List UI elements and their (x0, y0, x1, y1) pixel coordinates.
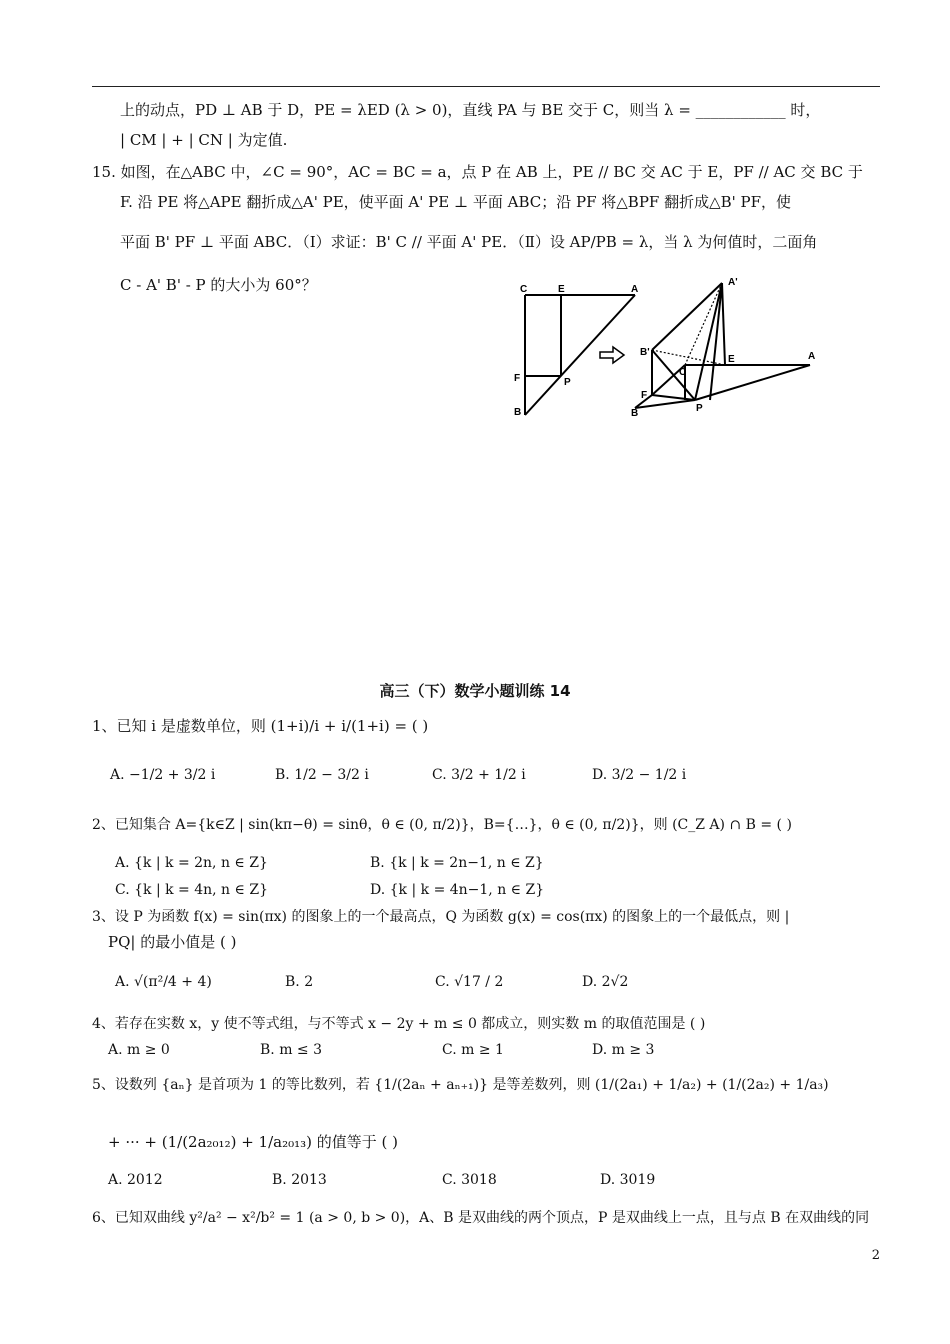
q4-option-c: C. m ≥ 1 (442, 1042, 504, 1058)
label-p-left: P (564, 377, 571, 388)
q5-option-d: D. 3019 (600, 1172, 656, 1188)
label-a-left: A (631, 284, 639, 295)
q3-option-a: A. √(π²/4 + 4) (115, 974, 212, 990)
folding-figure (500, 275, 830, 425)
section-title: 高三（下）数学小题训练 14 (379, 682, 571, 700)
label-f-right: F (641, 390, 648, 401)
problem-15-line-1: 15. 如图，在△ABC 中，∠C = 90°，AC = BC = a，点 P 在 AB 上，PE // BC 交 AC 于 E，PF // AC 交 BC 于 (92, 163, 863, 181)
label-b-prime: B' (640, 347, 650, 358)
q3-option-c: C. √17 / 2 (435, 974, 504, 990)
label-c-right: C (679, 367, 687, 378)
q4-stem: 4、若存在实数 x，y 使不等式组，与不等式 x − 2y + m ≤ 0 都成立，则实数 m 的取值范围是 ( ) (92, 1016, 706, 1032)
q3-stem: 3、设 P 为函数 f(x) = sin(πx) 的图象上的一个最高点，Q 为函数 g(x) = cos(πx) 的图象上的一个最低点，则 | (92, 909, 790, 925)
label-b-left: B (514, 407, 522, 418)
q6-stem: 6、已知双曲线 y²/a² − x²/b² = 1 (a > 0, b > 0)，A、B 是双曲线的两个顶点，P 是双曲线上一点，且与点 B 在双曲线的同 (92, 1210, 870, 1226)
header-rule (92, 86, 880, 87)
label-a-prime: A' (728, 277, 738, 288)
label-a-right: A (808, 351, 816, 362)
q1-option-d: D. 3/2 − 1/2 i (592, 767, 687, 783)
problem-15-line-2: F. 沿 PE 将△APE 翻折成△A' PE，使平面 A' PE ⊥ 平面 ABC；沿 PF 将△BPF 翻折成△B' PF，使 (120, 193, 792, 211)
q1-stem: 1、已知 i 是虚数单位，则 (1+i)/i + i/(1+i) = ( ) (92, 717, 429, 735)
q1-option-a: A. −1/2 + 3/2 i (110, 767, 216, 783)
problem-15-line-4: C - A' B' - P 的大小为 60°？ (120, 276, 317, 294)
label-f-left: F (514, 373, 521, 384)
q5-option-b: B. 2013 (272, 1172, 327, 1188)
q5-stem-continued: + ··· + (1/(2a₂₀₁₂) + 1/a₂₀₁₃) 的值等于 ( ) (108, 1133, 398, 1151)
label-c-left: C (520, 284, 528, 295)
q2-option-c: C. {k | k = 4n, n ∈ Z} (115, 882, 268, 898)
q2-stem: 2、已知集合 A={k∈Z | sin(kπ−θ) = sinθ，θ ∈ (0, π/2)}，B={…}，θ ∈ (0, π/2)}，则 (C_Z A) ∩ B = ( ) (92, 817, 792, 833)
q5-stem: 5、设数列 {aₙ} 是首项为 1 的等比数列，若 {1/(2aₙ + aₙ₊₁)} 是等差数列，则 (1/(2a₁) + 1/a₂) + (1/(2a₂) + 1/a₃) (92, 1077, 829, 1093)
q4-option-a: A. m ≥ 0 (108, 1042, 170, 1058)
flat-triangle (525, 295, 635, 415)
q2-option-a: A. {k | k = 2n, n ∈ Z} (115, 855, 268, 871)
problem-15-line-3: 平面 B' PF ⊥ 平面 ABC．（Ⅰ）求证：B' C // 平面 A' PE．（Ⅱ）设 AP/PB = λ，当 λ 为何值时，二面角 (120, 233, 818, 251)
label-e-left: E (558, 284, 565, 295)
label-e-right: E (728, 354, 735, 365)
prev-problem-line-1: 上的动点，PD ⊥ AB 于 D，PE = λED (λ > 0)，直线 PA 与 BE 交于 C，则当 λ = ____________ 时， (120, 101, 821, 119)
q4-option-d: D. m ≥ 3 (592, 1042, 655, 1058)
q5-option-a: A. 2012 (108, 1172, 163, 1188)
q5-option-c: C. 3018 (442, 1172, 497, 1188)
arrow-icon (600, 347, 624, 363)
q4-option-b: B. m ≤ 3 (260, 1042, 323, 1058)
q3-option-d: D. 2√2 (582, 974, 629, 990)
page-number: 2 (871, 1248, 880, 1263)
label-p-right: P (696, 403, 703, 414)
q2-option-d: D. {k | k = 4n−1, n ∈ Z} (370, 882, 545, 898)
prev-problem-line-2: | CM | + | CN | 为定值. (120, 131, 288, 149)
q1-option-c: C. 3/2 + 1/2 i (432, 767, 526, 783)
q2-option-b: B. {k | k = 2n−1, n ∈ Z} (370, 855, 544, 871)
label-b-right: B (631, 408, 639, 419)
q3-option-b: B. 2 (285, 974, 314, 990)
folded-figure (635, 283, 810, 408)
q1-option-b: B. 1/2 − 3/2 i (275, 767, 369, 783)
q3-stem-continued: PQ| 的最小值是 ( ) (108, 933, 237, 951)
